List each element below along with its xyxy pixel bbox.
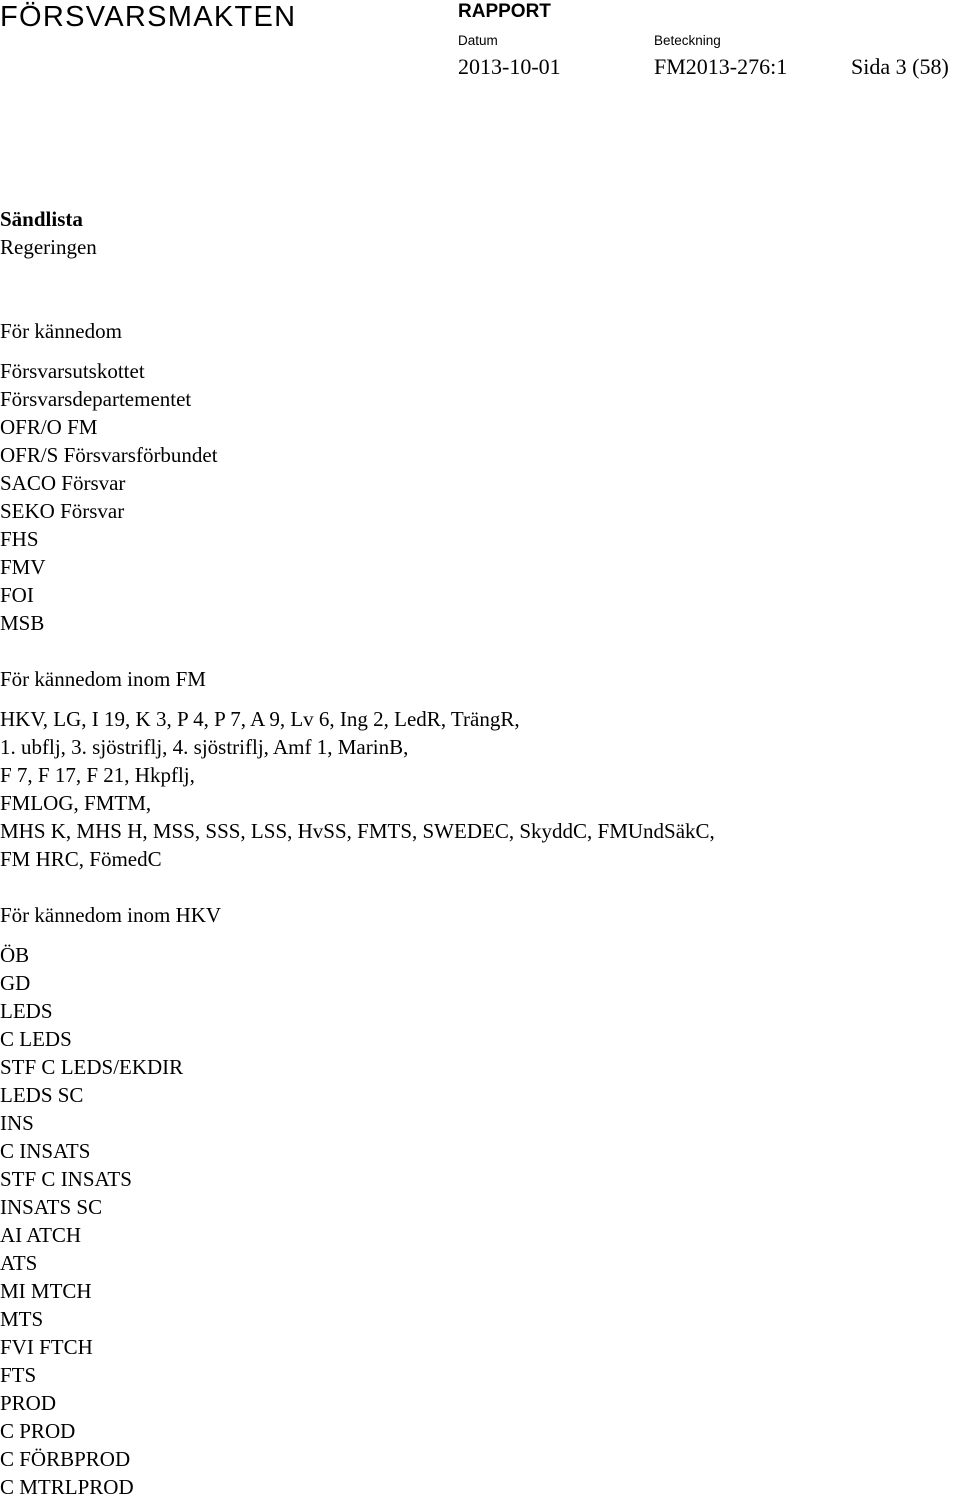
info-list-item: FHS — [0, 527, 39, 551]
fm-list-line: 1. ubflj, 3. sjöstriflj, 4. sjöstriflj, Amf 1, MarinB, — [0, 735, 409, 759]
hkv-list-item: LEDS SC — [0, 1083, 84, 1107]
fm-list-line: HKV, LG, I 19, K 3, P 4, P 7, A 9, Lv 6, Ing 2, LedR, TrängR, — [0, 707, 520, 731]
hkv-list-item: C PROD — [0, 1419, 76, 1443]
hkv-list-item: FTS — [0, 1363, 37, 1387]
hkv-list-item: C INSATS — [0, 1139, 91, 1163]
info-list-item: OFR/S Försvarsförbundet — [0, 443, 218, 467]
hkv-list-item: STF C INSATS — [0, 1167, 132, 1191]
info-list-item: OFR/O FM — [0, 415, 98, 439]
hkv-list-item: INS — [0, 1111, 34, 1135]
hkv-heading: För kännedom inom HKV — [0, 903, 222, 927]
reference-value: FM2013-276:1 — [654, 54, 788, 79]
fm-list-line: FM HRC, FömedC — [0, 847, 162, 871]
fm-list-line: MHS K, MHS H, MSS, SSS, LSS, HvSS, FMTS, SWEDEC, SkyddC, FMUndSäkC, — [0, 819, 715, 843]
fm-list-line: F 7, F 17, F 21, Hkpflj, — [0, 763, 195, 787]
info-list — [0, 357, 950, 637]
info-list-item: MSB — [0, 611, 45, 635]
hkv-list-item: AI ATCH — [0, 1223, 82, 1247]
hkv-list-item: C LEDS — [0, 1027, 72, 1051]
hkv-list-item: FVI FTCH — [0, 1335, 93, 1359]
date-value: 2013-10-01 — [458, 54, 561, 79]
info-list-item: FOI — [0, 583, 34, 607]
hkv-list-item: INSATS SC — [0, 1195, 103, 1219]
reference-label: Beteckning — [654, 33, 721, 48]
hkv-list-item: C MTRLPROD — [0, 1475, 134, 1499]
date-label: Datum — [458, 33, 498, 48]
hkv-list-item: MI MTCH — [0, 1279, 92, 1303]
hkv-list-item: C FÖRBPROD — [0, 1447, 131, 1471]
info-list-item: Försvarsdepartementet — [0, 387, 192, 411]
info-list-item: FMV — [0, 555, 46, 579]
hkv-list-item: ÖB — [0, 943, 30, 967]
fm-heading: För kännedom inom FM — [0, 667, 206, 691]
hkv-list-item: LEDS — [0, 999, 53, 1023]
fm-list — [0, 705, 950, 873]
primary-recipient: Regeringen — [0, 235, 97, 259]
hkv-list-item: MTS — [0, 1307, 44, 1331]
hkv-list — [0, 941, 950, 1501]
hkv-list-item: GD — [0, 971, 31, 995]
report-type: RAPPORT — [458, 1, 551, 22]
hkv-list-item: ATS — [0, 1251, 38, 1275]
distribution-list — [0, 205, 950, 1501]
info-list-item: SEKO Försvar — [0, 499, 125, 523]
distribution-title: Sändlista — [0, 207, 83, 231]
organization-logo: FÖRSVARSMAKTEN — [0, 1, 297, 33]
info-list-item: SACO Försvar — [0, 471, 126, 495]
hkv-list-item: STF C LEDS/EKDIR — [0, 1055, 184, 1079]
info-heading: För kännedom — [0, 319, 122, 343]
fm-list-line: FMLOG, FMTM, — [0, 791, 152, 815]
info-list-item: Försvarsutskottet — [0, 359, 145, 383]
hkv-list-item: PROD — [0, 1391, 57, 1415]
page-number: Sida 3 (58) — [851, 54, 949, 79]
